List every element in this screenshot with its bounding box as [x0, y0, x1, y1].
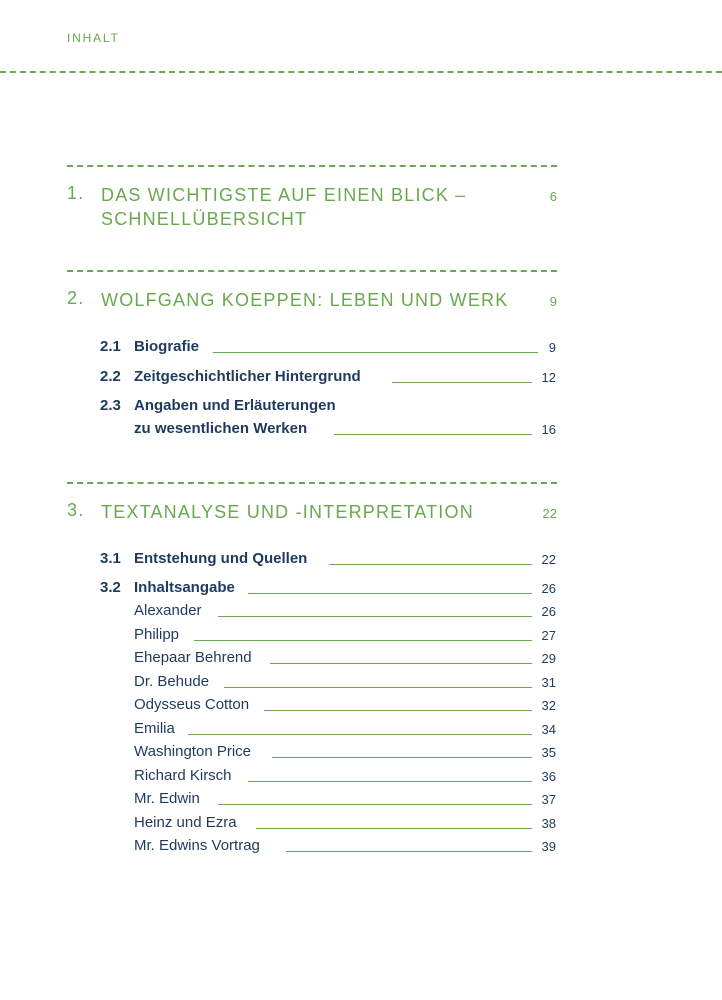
section-title: Inhaltsangabe: [134, 579, 235, 596]
subentry-page-number: 35: [541, 745, 556, 760]
leader-line: [248, 593, 532, 594]
chapter-number: 2.: [67, 288, 85, 308]
subentry-page-number: 34: [541, 722, 556, 737]
subentry-page-number: 37: [541, 792, 556, 807]
subentry-title: Dr. Behude: [134, 673, 210, 690]
subentry-page-number: 39: [541, 839, 556, 854]
chapter-divider: [67, 165, 557, 167]
section-title: Entstehung und Quellen: [134, 550, 308, 567]
subentry-title: Washington Price: [134, 743, 251, 760]
subentry-page-number: 36: [541, 769, 556, 784]
leader-line: [264, 710, 532, 711]
section-number: 2.2: [100, 368, 121, 385]
leader-line: [392, 382, 532, 383]
subentry-title: Odysseus Cotton: [134, 696, 250, 713]
chapter-page-number: 22: [542, 506, 557, 521]
chapter-1: [67, 165, 557, 229]
leader-line: [270, 663, 532, 664]
leader-line: [286, 851, 532, 852]
chapter-title[interactable]: [101, 183, 466, 231]
page-header-label: INHALT: [67, 31, 120, 45]
chapter-title-line2: SCHNELLÜBERSICHT: [101, 209, 308, 229]
chapter-page-number: 9: [549, 294, 557, 309]
subentry-page-number: 31: [541, 675, 556, 690]
chapter-number: 1.: [67, 183, 85, 203]
leader-line: [218, 616, 532, 617]
subentry-title: Alexander: [134, 602, 202, 619]
leader-line: [329, 564, 532, 565]
subentry-page-number: 32: [541, 698, 556, 713]
header-divider: [0, 71, 722, 73]
section-title-line2: zu wesentlichen Werken: [134, 420, 308, 437]
leader-line: [272, 757, 532, 758]
section-number: 2.3: [100, 397, 121, 414]
subentry-title: Mr. Edwin: [134, 790, 200, 807]
chapter-number: 3.: [67, 500, 85, 520]
leader-line: [256, 828, 532, 829]
chapter-3: [67, 482, 557, 522]
leader-line: [334, 434, 532, 435]
chapter-2: [67, 270, 557, 310]
leader-line: [194, 640, 532, 641]
subentry-page-number: 29: [541, 651, 556, 666]
leader-line: [248, 781, 532, 782]
subentry-title: Ehepaar Behrend: [134, 649, 252, 666]
chapter-title[interactable]: TEXTANALYSE UND -INTERPRETATION: [101, 502, 474, 522]
subentry-title: Mr. Edwins Vortrag: [134, 837, 260, 854]
subentry-title: Heinz und Ezra: [134, 814, 237, 831]
section-page-number: 9: [548, 340, 556, 355]
subentry-page-number: 38: [541, 816, 556, 831]
section-title: Biografie: [134, 338, 200, 355]
leader-line: [218, 804, 532, 805]
section-title: Zeitgeschichtlicher Hintergrund: [134, 368, 361, 385]
leader-line: [224, 687, 532, 688]
subentry-page-number: 26: [541, 604, 556, 619]
section-number: 3.2: [100, 579, 121, 596]
chapter-divider: [67, 482, 557, 484]
chapter-title-line1: DAS WICHTIGSTE AUF EINEN BLICK –: [101, 185, 467, 205]
leader-line: [213, 352, 538, 353]
subentry-page-number: 27: [541, 628, 556, 643]
section-number: 3.1: [100, 550, 121, 567]
subentry-title: Philipp: [134, 626, 180, 643]
section-page-number: 12: [541, 370, 556, 385]
subentry-title: Richard Kirsch: [134, 767, 232, 784]
chapter-divider: [67, 270, 557, 272]
leader-line: [188, 734, 532, 735]
subentry-title: Emilia: [134, 720, 175, 737]
section-page-number: 16: [541, 422, 556, 437]
chapter-title[interactable]: WOLFGANG KOEPPEN: LEBEN UND WERK: [101, 290, 509, 310]
section-title-line1: Angaben und Erläuterungen: [134, 397, 336, 414]
chapter-page-number: 6: [549, 189, 557, 204]
section-page-number: 26: [541, 581, 556, 596]
section-number: 2.1: [100, 338, 121, 355]
section-page-number: 22: [541, 552, 556, 567]
